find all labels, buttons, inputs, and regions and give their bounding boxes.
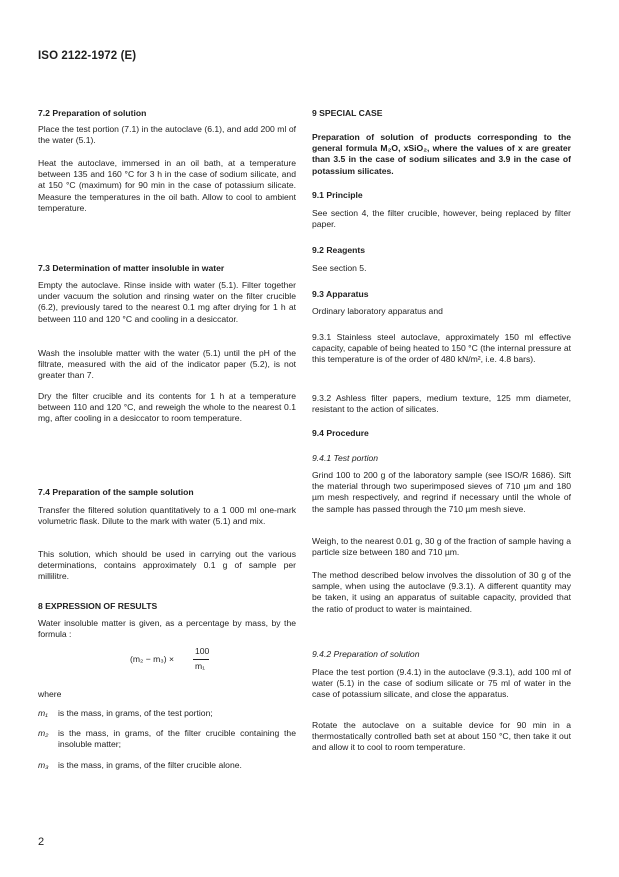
definition-m1-text: is the mass, in grams, of the test portion; bbox=[58, 708, 213, 718]
formula-denominator: m₁ bbox=[195, 661, 206, 671]
section-8-paragraph-1: Water insoluble matter is given, as a percentage by mass, by the formula : bbox=[38, 618, 296, 640]
section-9-4-heading: 9.4 Procedure bbox=[312, 428, 369, 438]
section-7-3-paragraph-3: Dry the filter crucible and its contents for 1 h at a temperature between 110 and 120 °C, and reweigh the whole to the nearest 0.1 mg, after cooling in a desiccator to room temperature. bbox=[38, 391, 296, 424]
section-8-heading: 8 EXPRESSION OF RESULTS bbox=[38, 601, 158, 611]
section-9-4-1-paragraph-1: Grind 100 to 200 g of the laboratory sample (see ISO/R 1686). Sift the material through two superimposed sieves of 710 µm and 180 µm mesh respectively, and regrind if necessary until the whole of the sample has passed through the 710 µm mesh sieve. bbox=[312, 470, 571, 514]
section-9-3-2-paragraph: 9.3.2 Ashless filter papers, medium texture, 125 mm diameter, resistant to the action of silicates. bbox=[312, 393, 571, 415]
definition-m3-text: is the mass, in grams, of the filter crucible alone. bbox=[58, 760, 242, 770]
section-7-3-paragraph-1: Empty the autoclave. Rinse inside with water (5.1). Filter together under vacuum the solution and rinsing water on the filter crucible (6.2), previously tared to the nearest 0.1 mg after drying for 1 h at between 110 and 120 °C and cooling in a desiccator. bbox=[38, 280, 296, 324]
symbol-m2: m₂ bbox=[38, 728, 49, 738]
section-9-3-heading: 9.3 Apparatus bbox=[312, 289, 369, 299]
section-9-paragraph-1: Preparation of solution of products corresponding to the general formula M₂O, xSiO₂, where the values of x are greater than 3.5 in the case of sodium silicates and 3.9 in the case of potassium silicates. bbox=[312, 132, 571, 176]
where-label: where bbox=[38, 689, 62, 699]
symbol-m1: m₁ bbox=[38, 708, 48, 718]
formula-numerator: 100 bbox=[195, 646, 210, 656]
section-9-4-1-paragraph-2: Weigh, to the nearest 0.01 g, 30 g of the fraction of sample having a particle size between 180 and 710 µm. bbox=[312, 536, 571, 558]
section-9-1-heading: 9.1 Principle bbox=[312, 190, 363, 200]
section-9-4-1-paragraph-3: The method described below involves the dissolution of 30 g of the sample, when using the autoclave (9.3.1). A different quantity may be taken, it using an apparatus of suitable capacity, provided that the ratio of product to water is maintained. bbox=[312, 570, 571, 614]
page-number: 2 bbox=[38, 836, 45, 848]
definition-m2-text: is the mass, in grams, of the filter crucible containing the insoluble matter; bbox=[58, 728, 296, 750]
section-9-3-paragraph-1: Ordinary laboratory apparatus and bbox=[312, 306, 443, 316]
insoluble-matter-formula bbox=[130, 646, 290, 682]
section-7-4-paragraph-2: This solution, which should be used in carrying out the various determinations, contains approximately 0.1 g of sample per millilitre. bbox=[38, 549, 296, 582]
symbol-m3: m₃ bbox=[38, 760, 49, 770]
section-9-2-paragraph-1: See section 5. bbox=[312, 263, 367, 273]
section-9-heading: 9 SPECIAL CASE bbox=[312, 108, 383, 118]
document-header: ISO 2122-1972 (E) bbox=[38, 50, 137, 62]
section-7-2-heading: 7.2 Preparation of solution bbox=[38, 108, 147, 118]
section-7-4-paragraph-1: Transfer the filtered solution quantitatively to a 1 000 ml one-mark volumetric flask. Dilute to the mark with water (5.1) and mix. bbox=[38, 505, 296, 527]
section-7-2-paragraph-1: Place the test portion (7.1) in the autoclave (6.1), and add 200 ml of the water (5.1). bbox=[38, 124, 296, 146]
section-7-3-paragraph-2: Wash the insoluble matter with the water (5.1) until the pH of the filtrate, measured with the aid of the indicator paper (5.2), is not greater than 7. bbox=[38, 348, 296, 381]
section-9-4-2-paragraph-1: Place the test portion (9.4.1) in the autoclave (9.3.1), add 100 ml of water (5.1) in the case of sodium silicate or 75 ml of water in the case of potassium silicate, and close the apparatus. bbox=[312, 667, 571, 700]
section-9-4-2-paragraph-2: Rotate the autoclave on a suitable device for 90 min in a thermostatically controlled bath set at about 150 °C, then take it out and allow it to cool to room temperature. bbox=[312, 720, 571, 753]
section-9-2-heading: 9.2 Reagents bbox=[312, 245, 366, 255]
section-7-2-paragraph-2: Heat the autoclave, immersed in an oil bath, at a temperature between 135 and 160 °C for 3 h in the case of sodium silicate, and at 150 °C (maximum) for 90 min in the case of potassium silicate. Measure the temperatures in the oil bath. Allow to cool to ambient temperature. bbox=[38, 158, 296, 213]
section-9-1-paragraph-1: See section 4, the filter crucible, however, being replaced by filter paper. bbox=[312, 208, 571, 230]
formula-lhs: (m₂ − m₃) × bbox=[130, 654, 175, 664]
section-7-4-heading: 7.4 Preparation of the sample solution bbox=[38, 487, 194, 497]
section-7-3-heading: 7.3 Determination of matter insoluble in water bbox=[38, 263, 225, 273]
section-9-4-2-heading: 9.4.2 Preparation of solution bbox=[312, 649, 420, 659]
section-9-3-1-paragraph: 9.3.1 Stainless steel autoclave, approximately 150 ml effective capacity, capable of being heated to 150 °C (the internal pressure at this temperature is of the order of 480 kN/m², i.e. 4.8 bars). bbox=[312, 332, 571, 365]
section-9-4-1-heading: 9.4.1 Test portion bbox=[312, 453, 379, 463]
formula-fraction-bar bbox=[193, 659, 209, 660]
